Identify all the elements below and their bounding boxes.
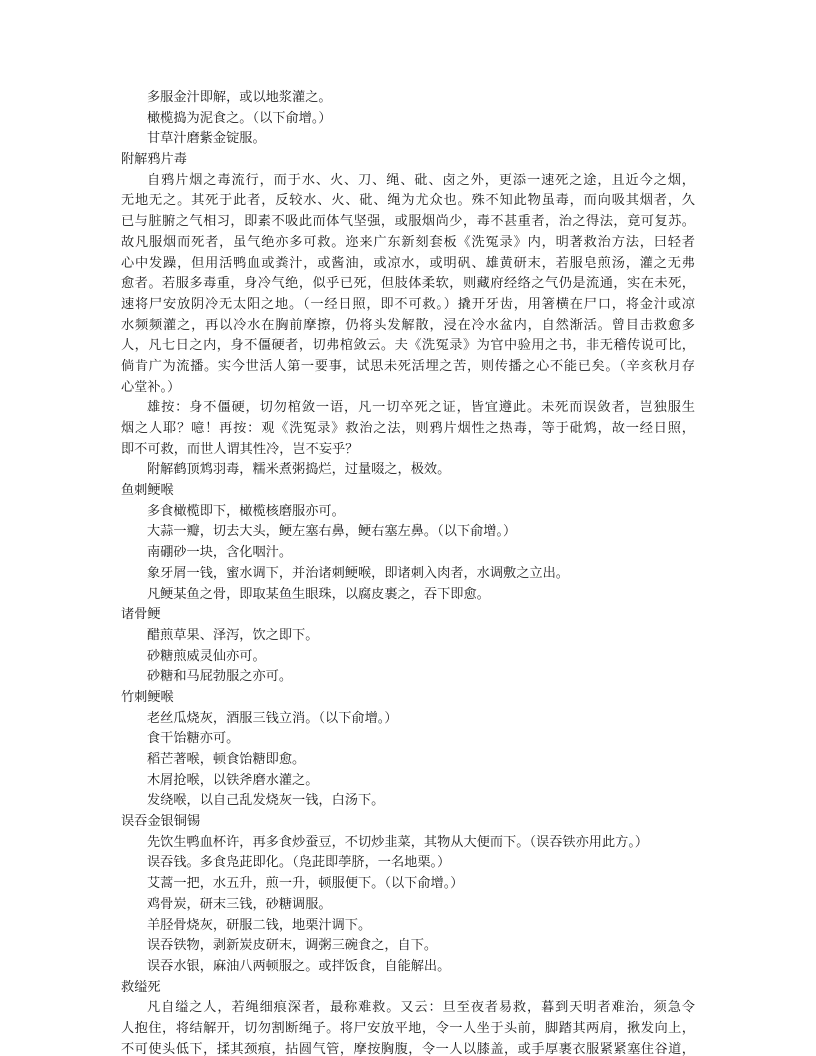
para-line: 心中发躁，但用活鸭血或粪汁，或酱油，或凉水，或明矾、雄黄研末，若服皂煎汤，灌之无弗 <box>121 255 695 271</box>
para-line: 水频频灌之，再以冷水在胸前摩擦，仍将头发解散，浸在冷水盆内，自然渐活。曾目击救愈多 <box>121 317 695 333</box>
para-line: 橄榄捣为泥食之。（以下俞增。） <box>147 110 332 126</box>
para-line: 人抱住，将结解开，切勿割断绳子。将尸安放平地，令一人坐于头前，脚踏其两肩，揪发向上， <box>121 1020 695 1036</box>
para-line: 即不可救，而世人谓其性冷，岂不妄乎？ <box>121 441 359 457</box>
para-line: 凡鲠某鱼之骨，即取某鱼生眼珠，以腐皮裹之，吞下即愈。 <box>147 586 490 602</box>
para-line: 倘肯广为流播。实今世活人第一要事，试思未死活埋之苦，则传播之心不能已矣。（辛亥秋月存 <box>121 358 695 374</box>
section-heading: 诸骨鲠 <box>121 607 161 623</box>
para-line: 误吞钱。多食凫茈即化。（凫茈即荸脐，一名地栗。） <box>147 855 451 871</box>
para-line: 不可使头低下，揉其颈痕，拈圆气管，摩按胸腹，令一人以膝盖，或手厚裹衣服紧紧塞住谷道， <box>121 1041 695 1056</box>
para-line: 多服金汁即解，或以地浆灌之。 <box>147 90 332 105</box>
para-line: 凡自缢之人，若绳细痕深者，最称难救。又云：旦至夜者易救，暮到天明者难治，须急令 <box>147 1000 695 1016</box>
para-line: 醋煎草果、泽泻，饮之即下。 <box>147 627 319 643</box>
para-line: 无地无之。其死于此者，反较水、火、砒、绳为尤众也。殊不知此物虽毒，而向吸其烟者，久 <box>121 193 695 209</box>
para-line: 心堂补。） <box>121 379 181 395</box>
para-line: 速将尸安放阴冷无太阳之地。（一经日照，即不可救。）撬开牙齿，用箸横在尸口，将金汁或凉 <box>121 296 695 312</box>
para-line: 老丝瓜烧灰，酒服三钱立消。（以下俞增。） <box>147 710 398 726</box>
para-line: 发绕喉，以自己乱发烧灰一钱，白汤下。 <box>147 793 385 809</box>
para-line: 愈者。若服多毒重，身冷气绝，似乎已死，但肢体柔软，则藏府经络之气仍是流通，实在未死， <box>121 276 695 292</box>
para-line: 人，凡七日之内，身不僵硬者，切弗棺敛云。夫《洗冤录》为官中验用之书，非无稽传说可比， <box>121 338 695 354</box>
para-line: 象牙屑一钱，蜜水调下，并治诸刺鲠喉，即诸刺入肉者，水调敷之立出。 <box>147 565 569 581</box>
para-line: 稻芒著喉，顿食饴糖即愈。 <box>147 752 306 767</box>
para-line: 甘草汁磨紫金锭服。 <box>147 131 266 147</box>
section-heading: 鱼刺鲠喉 <box>121 483 174 499</box>
para-line: 附解鹤顶鸩羽毒，糯米煮粥捣烂，过量啜之，极效。 <box>147 462 451 478</box>
para-line: 大蒜一瓣，切去大头，鲠左塞右鼻，鲠右塞左鼻。（以下俞增。） <box>147 524 517 540</box>
para-line: 雄按：身不僵硬，切勿棺敛一语，凡一切卒死之证，皆宜遵此。未死而误敛者，岂独服生 <box>147 400 695 416</box>
para-line: 误吞水银，麻油八两顿服之。或拌饭食，自能解出。 <box>147 958 451 974</box>
para-line: 食干饴糖亦可。 <box>147 731 240 747</box>
section-heading: 救缢死 <box>121 979 161 995</box>
section-heading: 竹刺鲠喉 <box>121 689 174 705</box>
para-line: 故凡服烟而死者，虽气绝亦多可救。迩来广东新刻套板《洗冤录》内，明著救治方法，曰轻者 <box>121 234 695 250</box>
section-heading: 附解鸦片毒 <box>121 152 187 168</box>
para-line: 砂糖煎威灵仙亦可。 <box>147 648 266 664</box>
document-body <box>121 88 695 1056</box>
para-line: 误吞铁物，剥新炭皮研末，调粥三碗食之，自下。 <box>147 938 438 954</box>
para-line: 艾蒿一把，水五升，煎一升，顿服便下。（以下俞增。） <box>147 876 464 892</box>
section-heading: 误吞金银铜锡 <box>121 814 201 830</box>
para-line: 南硼砂一块，含化咽汁。 <box>147 545 293 561</box>
para-line: 已与脏腑之气相习，即素不吸此而体气坚强，或服烟尚少，毒不甚重者，治之得法，竟可复苏。 <box>121 214 695 230</box>
para-line: 自鸦片烟之毒流行，而于水、火、刀、绳、砒、卤之外，更添一速死之途，且近今之烟， <box>147 172 695 188</box>
para-line: 木屑抢喉，以铁斧磨水灌之。 <box>147 772 319 788</box>
para-line: 羊胫骨烧灰，研服二钱，地栗汁调下。 <box>147 917 372 933</box>
para-line: 多食橄榄即下，橄榄核磨服亦可。 <box>147 503 345 519</box>
para-line: 鸡骨炭，研末三钱，砂糖调服。 <box>147 896 332 912</box>
para-line: 砂糖和马屁勃服之亦可。 <box>147 669 293 685</box>
para-line: 先饮生鸭血杯许，再多食炒蚕豆，不切炒韭菜，其物从大便而下。（误吞铁亦用此方。） <box>147 834 649 850</box>
para-line: 烟之人耶？噫！再按：观《洗冤录》救治之法，则鸦片烟性之热毒，等于砒鸩，故一经日照， <box>121 421 695 436</box>
